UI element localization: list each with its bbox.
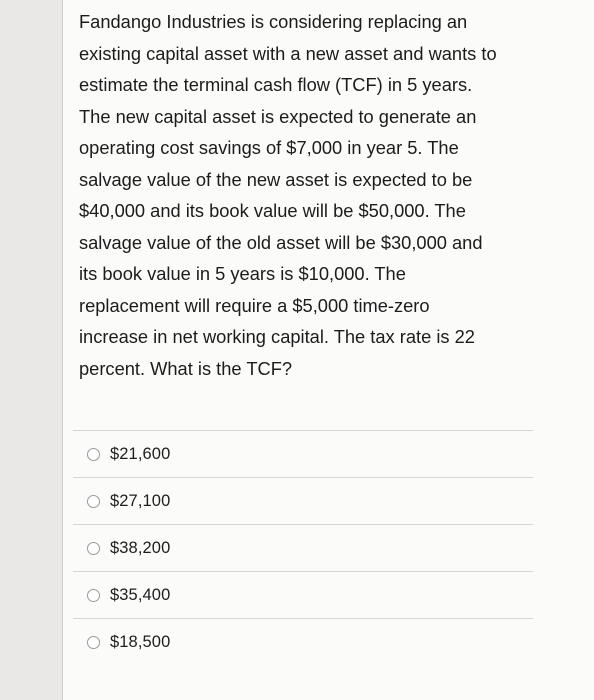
answer-option-5[interactable] <box>63 619 594 665</box>
radio-button-icon[interactable] <box>87 636 100 649</box>
answer-options <box>63 430 594 665</box>
radio-button-icon[interactable] <box>87 542 100 555</box>
answer-option-1[interactable] <box>63 431 594 477</box>
question-card <box>62 0 594 700</box>
answer-option-2[interactable] <box>63 478 594 524</box>
question-text: Fandango Industries is considering replacing an existing capital asset with a new asset and wants to estimate the terminal cash flow (TCF) in 5 years. The new capital asset is expected to generate an operating cost savings of $7,000 in year 5. The salvage value of the new asset is expected to be $40,000 and its book value will be $50,000. The salvage value of the old asset will be $30,000 and its book value in 5 years is $10,000. The replacement will require a $5,000 time-zero increase in net working capital. The tax rate is 22 percent. What is the TCF? <box>79 11 497 379</box>
answer-option-label: $35,400 <box>110 585 171 604</box>
radio-button-icon[interactable] <box>87 589 100 602</box>
answer-option-label: $18,500 <box>110 632 171 651</box>
radio-button-icon[interactable] <box>87 448 100 461</box>
answer-option-label: $27,100 <box>110 491 171 510</box>
answer-option-label: $21,600 <box>110 444 171 463</box>
radio-button-icon[interactable] <box>87 495 100 508</box>
answer-option-label: $38,200 <box>110 538 171 557</box>
answer-option-3[interactable] <box>63 525 594 571</box>
answer-option-4[interactable] <box>63 572 594 618</box>
